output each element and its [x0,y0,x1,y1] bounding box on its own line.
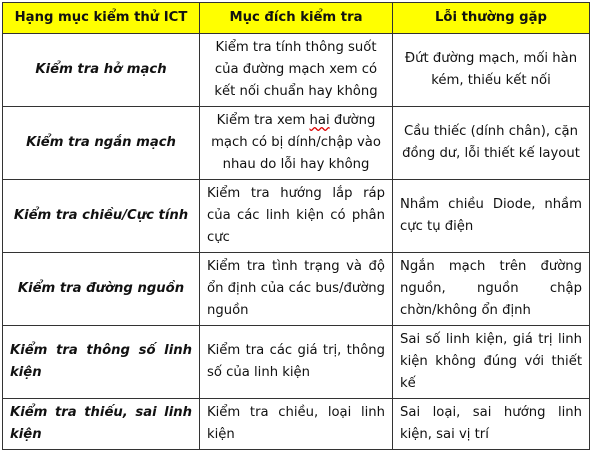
test-errors: Sai loại, sai hướng linh kiện, sai vị trí [393,399,590,450]
test-errors: Đứt đường mạch, mối hàn kém, thiếu kết nối [393,34,590,107]
test-item-name: Kiểm tra đường nguồn [3,253,200,326]
test-purpose: Kiểm tra tình trạng và độ ổn định của các bus/đường nguồn [200,253,393,326]
table-row [3,399,590,450]
table-row [3,253,590,326]
header-test-item: Hạng mục kiểm thử ICT [3,3,200,34]
spellcheck-marked-word: hai [309,113,330,128]
test-item-name: Kiểm tra thiếu, sai linh kiện [3,399,200,450]
test-item-name: Kiểm tra thông số linh kiện [3,326,200,399]
test-errors: Nhầm chiều Diode, nhầm cực tụ điện [393,180,590,253]
header-common-errors: Lỗi thường gặp [393,3,590,34]
header-purpose: Mục đích kiểm tra [200,3,393,34]
ict-test-table [2,2,590,450]
test-item-name: Kiểm tra chiều/Cực tính [3,180,200,253]
test-purpose: Kiểm tra các giá trị, thông số của linh kiện [200,326,393,399]
test-errors: Cầu thiếc (dính chân), cặn đồng dư, lỗi thiết kế layout [393,107,590,180]
test-purpose: Kiểm tra hướng lắp ráp của các linh kiện có phân cực [200,180,393,253]
table-row [3,34,590,107]
test-item-name: Kiểm tra hở mạch [3,34,200,107]
table-row [3,180,590,253]
test-errors: Ngắn mạch trên đường nguồn, nguồn chập chờn/không ổn định [393,253,590,326]
table-row [3,107,590,180]
test-errors: Sai số linh kiện, giá trị linh kiện không đúng với thiết kế [393,326,590,399]
test-purpose [200,107,393,180]
table-header-row [3,3,590,34]
table-row [3,326,590,399]
test-purpose: Kiểm tra tính thông suốt của đường mạch xem có kết nối chuẩn hay không [200,34,393,107]
test-purpose: Kiểm tra chiều, loại linh kiện [200,399,393,450]
purpose-text-pre: Kiểm tra xem [216,113,310,128]
purpose-text-post: đường mạch có bị dính/chập vào nhau do lỗi hay không [211,113,381,172]
test-item-name: Kiểm tra ngắn mạch [3,107,200,180]
